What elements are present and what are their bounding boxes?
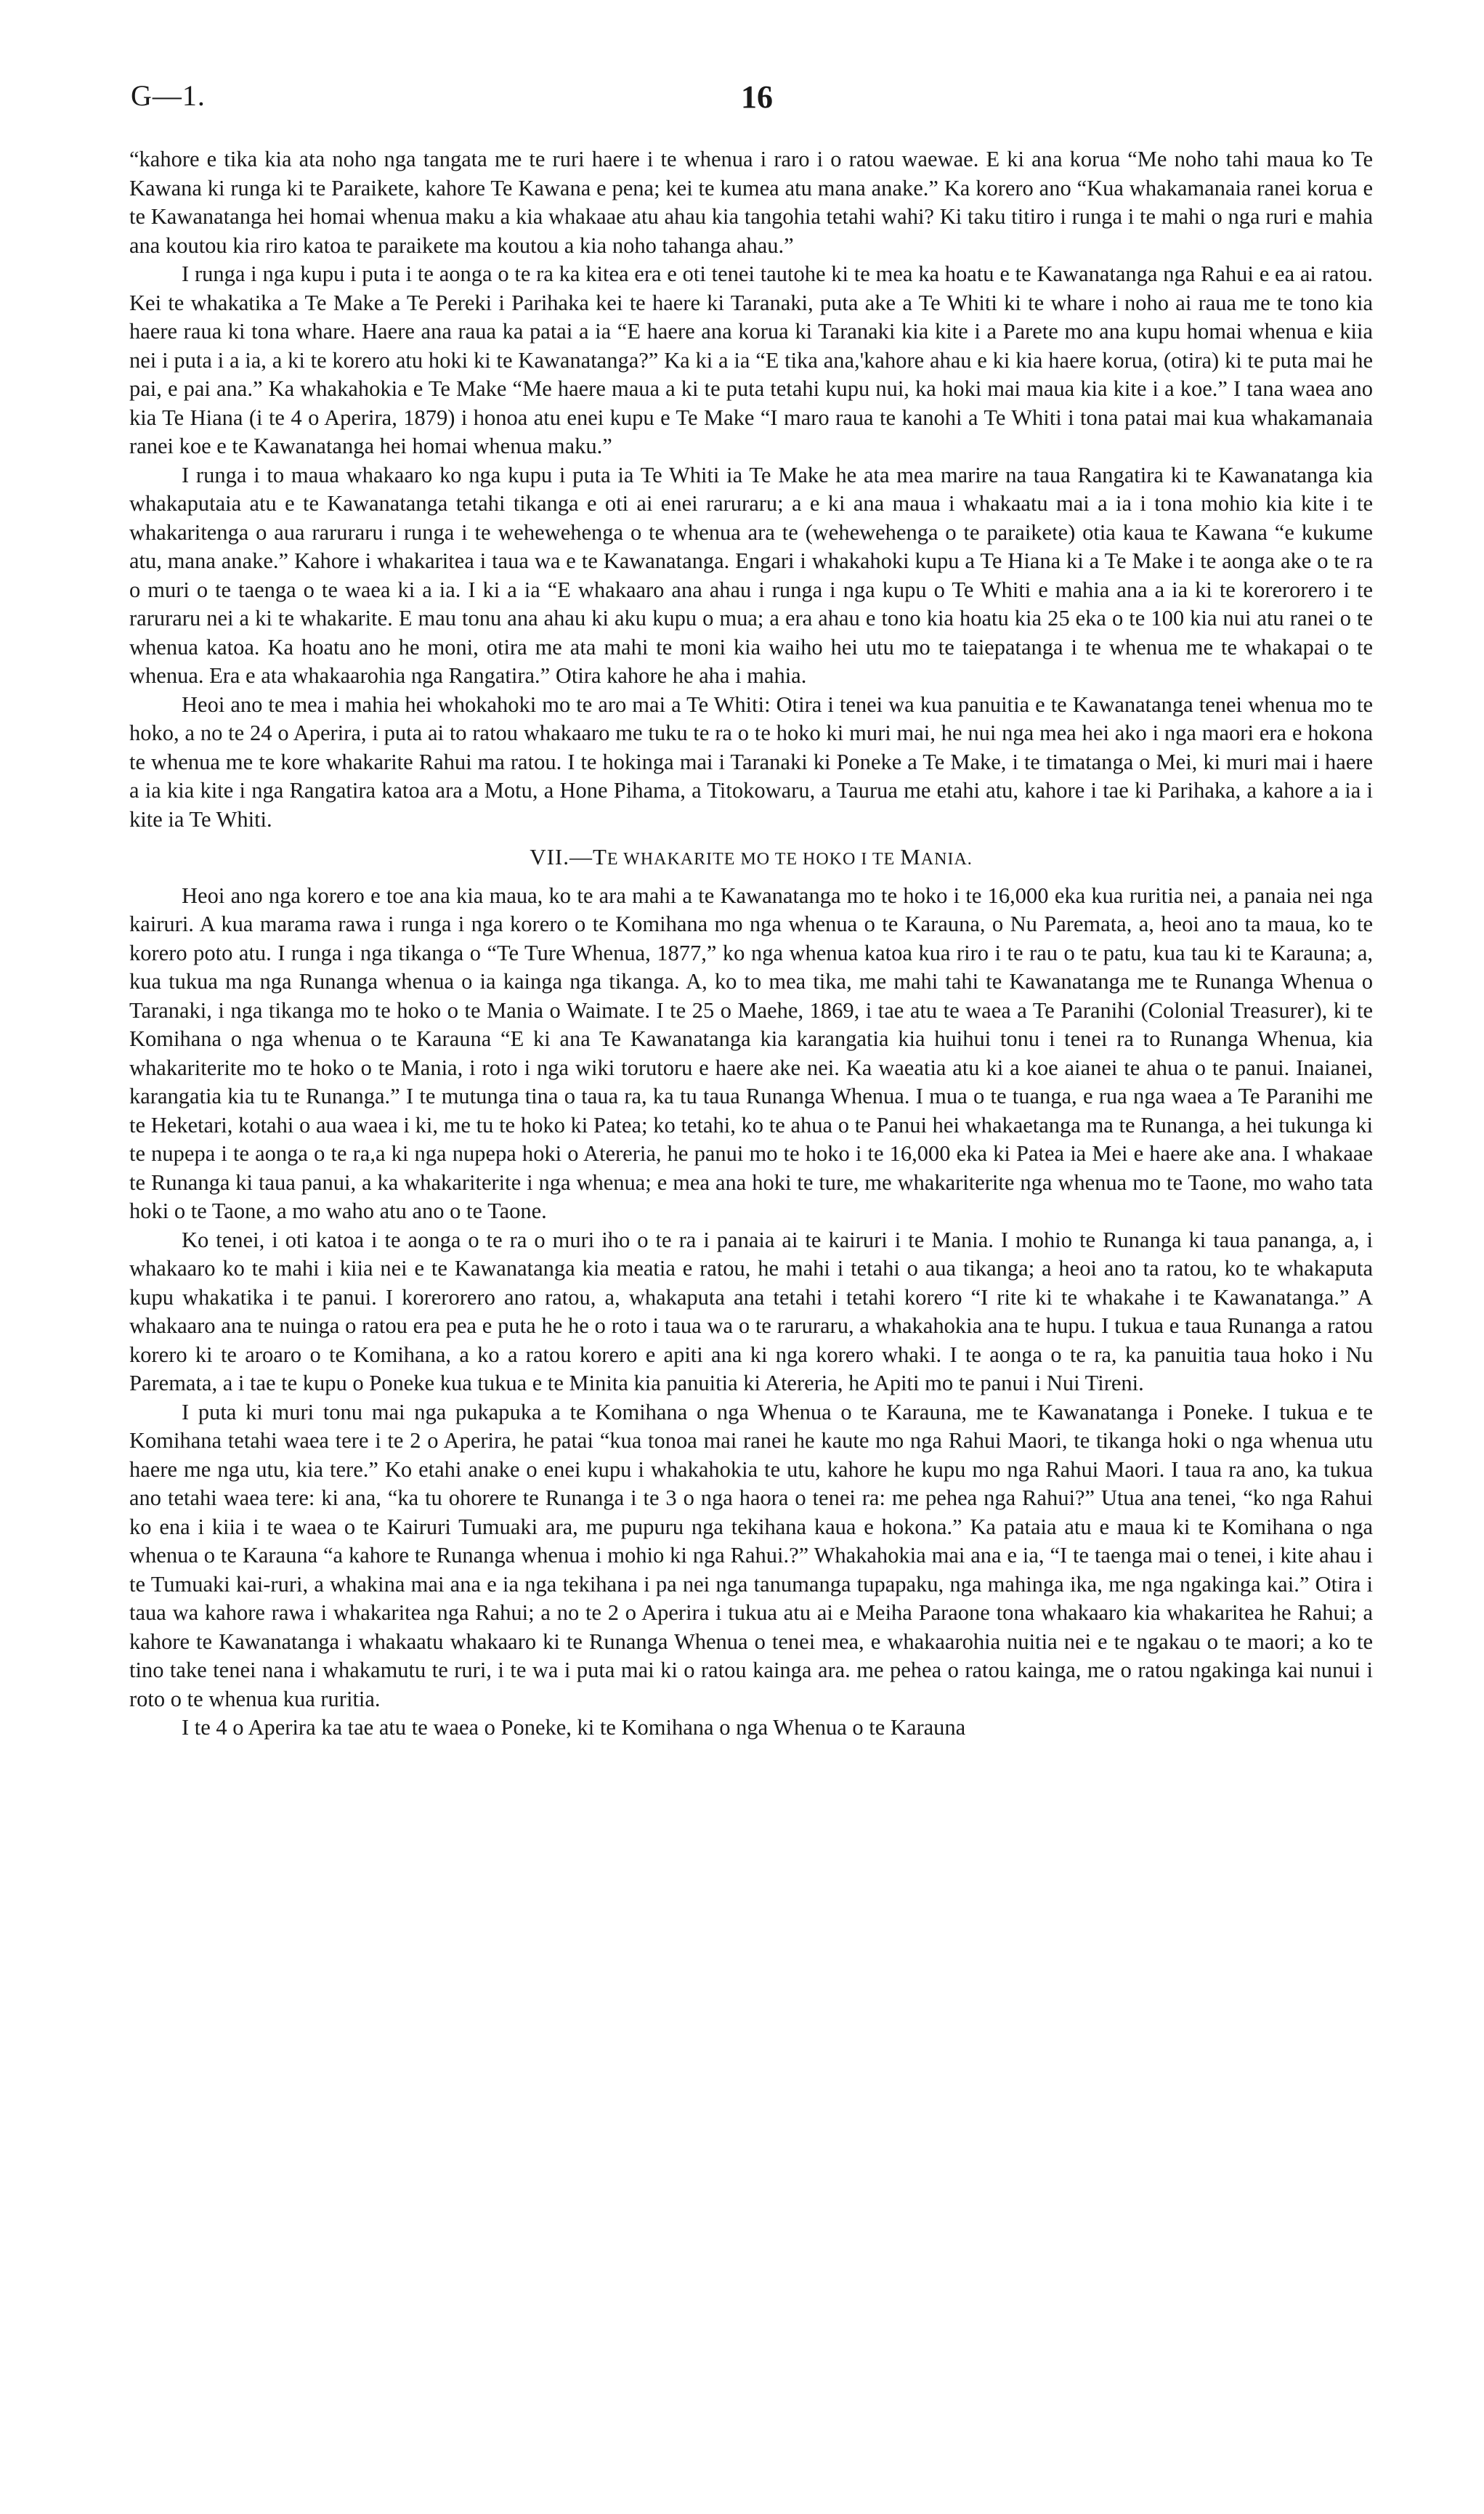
section-numeral: VII.—: [530, 844, 593, 869]
paragraph: I runga i nga kupu i puta i te aonga o te ra ka kitea era e oti tenei tautohe ki te mea ka hoatu e te Kawanatanga nga Rahui e ea ai ratou. Kei te whakatika a Te Make a Te Pereki i Parihaka kei te haere ki Taranaki, puta ake a Te Whiti ki te whare i noho ai raua me te tono kia haere raua ki tona whare. Haere ana raua ka patai a ia “E haere ana korua ki Taranaki kia kite i a Parete mo ana kupu homai whenua e kiia nei i puta i a ia, a ki te korero atu hoki ki te Kawanatanga?” Ka ki a ia “E tika ana,'kahore ahau e ki kia haere korua, (otira) ki te puta mai he pai, e pai ana.” Ka whakahokia e Te Make “Me haere maua a ki te puta tetahi kupu nui, ka hoki mai maua kia kite i a koe.” I tana waea ano kia Te Hiana (i te 4 o Aperira, 1879) i honoa atu enei kupu e Te Make “I maro raua te kanohi a Te Whiti i tona patai mai kua whakamanaia ranei koe e te Kawanatanga hei homai whenua maku.”: [129, 261, 1373, 458]
paragraph: Heoi ano te mea i mahia hei whokahoki mo te aro mai a Te Whiti: Otira i tenei wa kua panuitia e te Kawanatanga tenei whenua mo te hoko, a no te 24 o Aperira, i puta ai to ratou whakaaro me tuku te ra o te hoko ki muri mai, he nui nga mea hei ako i nga maori era e hokona te whenua me te kore whakarite Rahui ma ratou. I te hokinga mai i Taranaki ki Poneke a Te Make, i te timatanga o Mei, ki muri mai i haere a ia kia kite i nga Rangatira katoa ara a Motu, a Hone Pihama, a Titokowaru, a Taurua me etahi atu, kahore i tae ki Parihaka, a kahore a ia i kite ia Te Whiti.: [129, 692, 1373, 832]
paragraph: Ko tenei, i oti katoa i te aonga o te ra o muri iho o te ra i panaia ai te kairuri i te Mania. I mohio te Runanga ki taua pananga, a, i whakaaro ko te mahi i kiia nei e te Kawanatanga kia meatia e ratou, he mahi i tetahi o aua tikanga; a heoi ano ta ratou, ko te whakaputa kupu whakatika i te panui. I korerorero ano ratou, a, whakaputa ana tetahi i tetahi korero “I rite ki te whakahe i te Kawanatanga.” A whakaaro ana te nuinga o ratou era pea e puta he he o roto i taua wa o te raruraru, a whakahokia ana te hupu. I tukua e taua Runanga a ratou korero ki te aroaro o te Komihana, a ko a ratou korero e apiti ana ki nga korero whaki. I te aonga o te ra, ka panuitia taua hoko i Nu Paremata, a i tae te kupu o Poneke kua tukua e te Minita kia panuitia ki Atereria, he Apiti mo te panui i Nui Tireni.: [129, 1227, 1373, 1395]
paragraph: I runga i to maua whakaaro ko nga kupu i puta ia Te Whiti ia Te Make he ata mea marire na taua Rangatira ki te Kawanatanga kia whakaputaia atu e te Kawanatanga tetahi tikanga e oti ai enei raruraru; a e ki ana maua i whakaatu mai a ia i tona mohio kia kite i te whakaritenga o aua raruraru i runga i te wehewehenga o te whenua ara te (wehewehenga o te paraikete) otia kaua te Kawana “e kukume atu, mana anake.” Kahore i whakaritea i taua wa e te Kawanatanga. Engari i whakahoki kupu a Te Hiana ki a Te Make i te aonga ake o te ra o muri o te taenga o te waea ki a ia. I ki a ia “E whakaaro ana ahau i runga i nga kupu o Te Whiti e mahia ana a ia ki te korerorero i te raruraru nei a ki te whakarite. E mau tonu ana ahau ki aku kupu o mua; a era ahau e tono kia hoatu kia 25 eka o te 100 kia nui atu ranei o te whenua katoa. Ka hoatu ano he moni, otira me ata mahi te moni kia waiho hei utu mo te taiepatanga i te whenua me te whakapai o te whenua. Era e ata whakaarohia nga Rangatira.” Otira kahore he aha i mahia.: [129, 462, 1373, 688]
section-heading: [129, 843, 1373, 875]
paragraph: Heoi ano nga korero e toe ana kia maua, ko te ara mahi a te Kawanatanga mo te hoko i te 16,000 eka kua ruritia nei, a panaia nei nga kairuri. A kua marama rawa i runga i nga korero o te Komihana mo nga whenua o te Karauna, o Nu Paremata, a, heoi ano ta maua, ko te korero poto atu. I runga i nga tikanga o “Te Ture Whenua, 1877,” ko nga whenua katoa kua riro i te rau o te patu, kua tau ki te Karauna; a, kua tukua ma nga Runanga whenua o ia kainga nga tikanga. A, ko to mea tika, me mahi tahi te Kawanatanga me te Runanga Whenua o Taranaki, i nga tikanga mo te hoko o te Mania o Waimate. I te 25 o Maehe, 1869, i tae atu te waea a Te Paranihi (Colonial Treasurer), ki te Komihana o nga whenua o te Karauna “E ki ana Te Kawanatanga kia karangatia kia huihui tonu i tenei ra to Runanga Whenua, kia whakariterite mo te hoko o te Mania, i roto i nga wiki torutoru e haere ake nei. Ka waeatia atu ki a koe aianei te ahua o te panui. Inaianei, karangatia kia tu te Runanga.” I te mutunga tina o taua ra, ka tu taua Runanga Whenua. I mua o te tuanga, e rua nga waea a Te Paranihi me te Heketari, kotahi o aua waea i ki, me tu te hoko ki Patea; ko tetahi, ko te ahua o te Panui hei whakaetanga ma te Runanga, a hei tukunga ki te nupepa i te aonga o te ra,a ki nga nupepa hoki o Atereria, he panui mo te hoko i te 16,000 eka ki Patea ia Mei e haere ake ana. I whakaae te Runanga ki taua panui, a ka whakariterite i nga whenua; e mea ana hoki te ture, me whakariterite nga whenua mo te Taone, mo waho tata hoki o te Taone, a mo waho atu ano o te Taone.: [129, 883, 1373, 1223]
section-title-capital: M: [900, 844, 921, 869]
document-reference: G—1.: [131, 79, 206, 112]
section-title-small-caps-end: ANIA.: [920, 850, 973, 869]
page-body: [129, 145, 1373, 1743]
section-title-initial: T: [592, 844, 607, 869]
paragraph: I puta ki muri tonu mai nga pukapuka a te Komihana o nga Whenua o te Karauna, me te Kawanatanga i Poneke. I tukua e te Komihana tetahi waea tere i te 2 o Aperira, he patai “kua tonoa mai ranei he kaute mo nga Rahui Maori, te tikanga hoki o nga whenua utu haere me nga utu, kia tere.” Ko etahi anake o enei kupu i whakahokia te utu, kahore he kupu mo nga Rahui Maori. I taua ra ano, ka tukua ano tetahi waea tere: ki ana, “ka tu ohorere te Runanga i te 3 o nga haora o tenei ra: me pehea nga Rahui?” Utua ana tenei, “ko nga Rahui ko ena i kiia i te waea o te Kairuri Tumuaki ara, me pupuru nga tekihana kaua e hokona.” Ka pataia atu e maua ki te Komihana o nga whenua o te Karauna “a kahore te Runanga whenua i mohio ki nga Rahui.?” Whakahokia mai ana e ia, “I te taenga mai o tenei, i kite ahau i te Tumuaki kai-ruri, a whakina mai ana e ia nga tekihana i pa nei nga tanumanga tupapaku, nga mahinga ika, me nga ngakinga kai.” Otira i taua wa kahore rawa i whakaritea nga Rahui; a no te 2 o Aperira i tukua atu ai e Meiha Paraone tona whakaaro kia whakaritea he Rahui; a kahore te Kawanatanga i whakaatu whakaaro ki te Runanga Whenua o tenei mea, e whakaarohia nuitia nei e te ngakau o te maori; a ko te tino take tenei nana i whakamutu te ruri, i te wa i puta mai ki o ratou kainga ara. me pehea o ratou kainga, me o ratou ngakinga kai nunui i roto o te whenua kua ruritia.: [129, 1399, 1373, 1711]
paragraph-continued: “kahore e tika kia ata noho nga tangata me te ruri haere i te whenua i raro i o ratou waewae. E ki ana korua “Me noho tahi maua ko Te Kawana ki runga ki te Paraikete, kahore Te Kawana e pena; kei te kumea atu mana anake.” Ka korero ano “Kua whakamanaia ranei korua e te Kawanatanga hei homai whenua maku a kia whakaae atu ahau kia tangohia tetahi wahi? Ki taku titiro i runga i te mahi o nga ruri e mahia ana koutou kia riro katoa te paraikete ma koutou a kia noho tahanga ahau.”: [129, 147, 1373, 258]
page-header: [0, 78, 1484, 122]
page-number: 16: [741, 79, 773, 115]
paragraph-truncated: I te 4 o Aperira ka tae atu te waea o Poneke, ki te Komihana o nga Whenua o te Karauna: [182, 1715, 966, 1740]
section-title-small-caps: E WHAKARITE MO TE HOKO I TE: [607, 850, 901, 869]
